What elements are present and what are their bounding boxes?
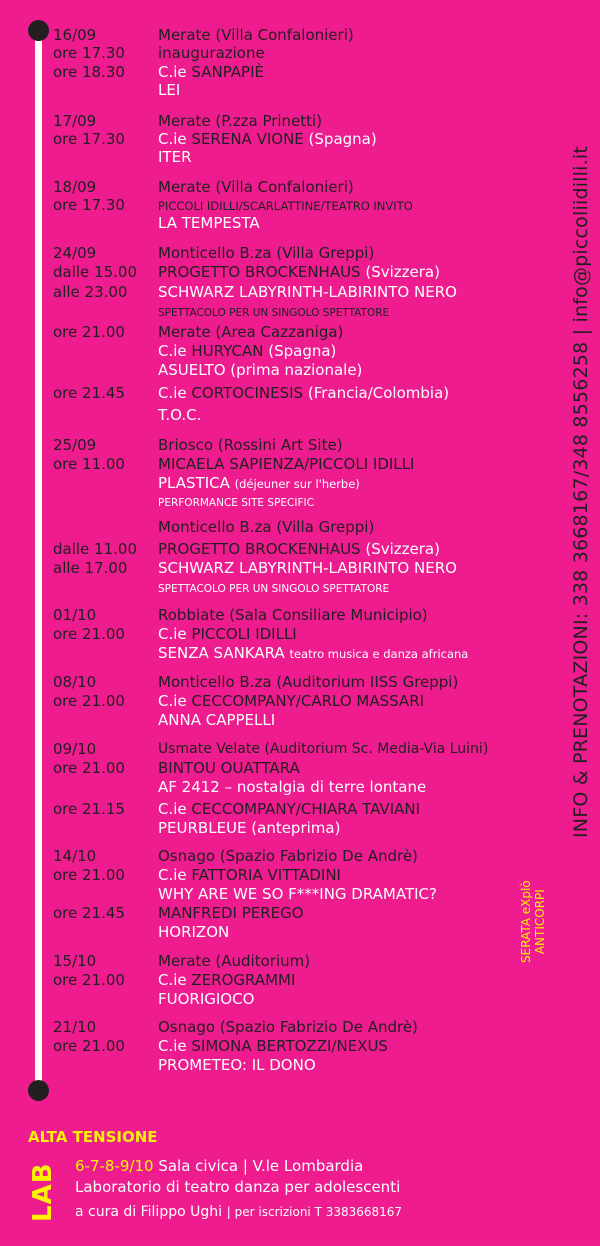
event-venue: Merate (Area Cazzaniga) [158, 323, 344, 341]
event-show: HORIZON [158, 923, 230, 941]
company-name: PROGETTO BROCKENHAUS [158, 540, 361, 558]
event-show: SCHWARZ LABYRINTH-LABIRINTO NERO [158, 283, 457, 301]
event-show: PROMETEO: IL DONO [158, 1056, 316, 1074]
event-company: MANFREDI PEREGO [158, 904, 304, 922]
event-venue: Monticello B.za (Villa Greppi) [158, 244, 375, 262]
show-title: PLASTICA [158, 474, 230, 492]
company-country: (Svizzera) [365, 540, 440, 558]
event-time: dalle 15.00 [53, 263, 137, 281]
company-country: (Spagna) [308, 130, 377, 148]
event-show: ASUELTO (prima nazionale) [158, 361, 363, 379]
show-subtitle: (déjeuner sur l'herbe) [234, 477, 360, 491]
event-venue: Usmate Velate (Auditorium Sc. Media-Via Luini) [158, 741, 489, 757]
event-show: PEURBLEUE (anteprima) [158, 819, 341, 837]
event-time: dalle 11.00 [53, 540, 137, 558]
event-date: 14/10 [53, 847, 97, 865]
event-date: 16/09 [53, 26, 97, 44]
lab-dates: 6-7-8-9/10 [75, 1157, 154, 1175]
event-show: ANNA CAPPELLI [158, 711, 276, 729]
event-time: ore 21.15 [53, 800, 125, 818]
lab-curator: a cura di Filippo Ughi [75, 1204, 222, 1220]
event-venue: Merate (Villa Confalonieri) [158, 26, 354, 44]
company-name: SANPAPIÈ [191, 63, 264, 81]
event-show: FUORIGIOCO [158, 990, 255, 1008]
event-note: PERFORMANCE SITE SPECIFIC [158, 497, 314, 509]
contact-info: INFO & PRENOTAZIONI: 338 3668167/348 8556258 | info@piccoliidilli.it [570, 146, 592, 838]
event-time: ore 21.00 [53, 1037, 125, 1055]
event-time: ore 21.45 [53, 384, 125, 402]
event-venue: Briosco (Rossini Art Site) [158, 436, 343, 454]
company-country: (Spagna) [268, 342, 337, 360]
event-show: SCHWARZ LABYRINTH-LABIRINTO NERO [158, 559, 457, 577]
event-company [158, 971, 295, 989]
event-date: 25/09 [53, 436, 97, 454]
event-time: ore 17.30 [53, 44, 125, 62]
event-time: ore 17.30 [53, 196, 125, 214]
event-venue: Merate (Auditorium) [158, 952, 311, 970]
company-name: CORTOCINESIS [191, 384, 304, 402]
event-company [158, 625, 297, 643]
serata-line-2: ANTICORPI [533, 889, 547, 955]
event-company [158, 692, 424, 710]
event-venue: Monticello B.za (Villa Greppi) [158, 518, 375, 536]
event-date: 24/09 [53, 244, 97, 262]
company-prefix: C.ie [158, 342, 187, 360]
event-company [158, 800, 420, 818]
event-company [158, 63, 264, 81]
company-prefix: C.ie [158, 63, 187, 81]
event-company [158, 1037, 388, 1055]
event-company [158, 384, 449, 402]
event-venue: Robbiate (Sala Consiliare Municipio) [158, 606, 428, 624]
event-date: 15/10 [53, 952, 97, 970]
event-date: 17/09 [53, 112, 97, 130]
event-show [158, 644, 468, 663]
event-time: ore 21.00 [53, 759, 125, 777]
company-name: CECCOMPANY/CARLO MASSARI [191, 692, 425, 710]
company-prefix: C.ie [158, 692, 187, 710]
event-company: PICCOLI IDILLI/SCARLATTINE/TEATRO INVITO [158, 199, 413, 213]
lab-curator-line [75, 1202, 402, 1221]
event-company [158, 263, 440, 281]
event-time: ore 21.00 [53, 625, 125, 643]
event-date: 18/09 [53, 178, 97, 196]
show-title: SENZA SANKARA [158, 644, 285, 662]
event-time: ore 17.30 [53, 130, 125, 148]
event-date: 21/10 [53, 1018, 97, 1036]
event-time: ore 21.45 [53, 904, 125, 922]
event-show: AF 2412 – nostalgia di terre lontane [158, 778, 427, 796]
event-venue: Merate (Villa Confalonieri) [158, 178, 354, 196]
lab-description: Laboratorio di teatro danza per adolescenti [75, 1178, 401, 1196]
timeline-line [35, 28, 42, 1088]
event-date: 09/10 [53, 740, 97, 758]
company-prefix: C.ie [158, 866, 187, 884]
event-venue: Merate (P.zza Prinetti) [158, 112, 323, 130]
event-date: 08/10 [53, 673, 97, 691]
event-time: ore 21.00 [53, 866, 125, 884]
company-name: PROGETTO BROCKENHAUS [158, 263, 361, 281]
event-company [158, 130, 377, 148]
event-show: LEI [158, 81, 181, 99]
company-prefix: C.ie [158, 800, 187, 818]
lab-iscrizioni: | per iscrizioni T 3383668167 [226, 1205, 403, 1219]
timeline-start-dot [28, 20, 49, 41]
company-country: (Francia/Colombia) [307, 384, 450, 402]
company-prefix: C.ie [158, 1037, 187, 1055]
company-prefix: C.ie [158, 130, 187, 148]
company-prefix: C.ie [158, 971, 187, 989]
event-time: alle 17.00 [53, 559, 128, 577]
event-info: inaugurazione [158, 44, 265, 62]
company-name: CECCOMPANY/CHIARA TAVIANI [191, 800, 421, 818]
serata-label [519, 880, 547, 963]
event-time: ore 21.00 [53, 323, 125, 341]
event-time: alle 23.00 [53, 283, 128, 301]
company-country: (Svizzera) [365, 263, 440, 281]
show-subtitle: teatro musica e danza africana [289, 647, 469, 661]
company-name: PICCOLI IDILLI [191, 625, 297, 643]
lab-place: Sala civica | V.le Lombardia [158, 1157, 364, 1175]
event-show: T.O.C. [158, 406, 202, 424]
event-time: ore 18.30 [53, 63, 125, 81]
company-prefix: C.ie [158, 384, 187, 402]
event-company [158, 540, 440, 558]
event-company: BINTOU OUATTARA [158, 759, 300, 777]
lab-word: LAB [28, 1162, 58, 1222]
event-time: ore 21.00 [53, 971, 125, 989]
event-date: 01/10 [53, 606, 97, 624]
event-show: WHY ARE WE SO F***ING DRAMATIC? [158, 885, 437, 903]
company-name: ZEROGRAMMI [191, 971, 296, 989]
lab-dates-line [75, 1157, 363, 1175]
event-time: ore 21.00 [53, 692, 125, 710]
event-company [158, 342, 336, 360]
timeline-end-dot [28, 1080, 49, 1101]
company-name: SIMONA BERTOZZI/NEXUS [191, 1037, 388, 1055]
event-venue: Monticello B.za (Auditorium IISS Greppi) [158, 673, 459, 691]
company-name: SERENA VIONE [191, 130, 304, 148]
event-company: MICAELA SAPIENZA/PICCOLI IDILLI [158, 455, 415, 473]
event-venue: Osnago (Spazio Fabrizio De Andrè) [158, 847, 418, 865]
event-note: SPETTACOLO PER UN SINGOLO SPETTATORE [158, 583, 390, 595]
event-venue: Osnago (Spazio Fabrizio De Andrè) [158, 1018, 418, 1036]
event-show [158, 474, 360, 493]
company-name: HURYCAN [191, 342, 264, 360]
company-prefix: C.ie [158, 625, 187, 643]
event-show: ITER [158, 148, 192, 166]
lab-title: ALTA TENSIONE [28, 1128, 158, 1146]
event-show: LA TEMPESTA [158, 214, 260, 232]
event-note: SPETTACOLO PER UN SINGOLO SPETTATORE [158, 307, 390, 319]
event-company [158, 866, 341, 884]
company-name: FATTORIA VITTADINI [191, 866, 341, 884]
event-time: ore 11.00 [53, 455, 125, 473]
serata-line-1: SERATA eXplò [519, 880, 533, 963]
